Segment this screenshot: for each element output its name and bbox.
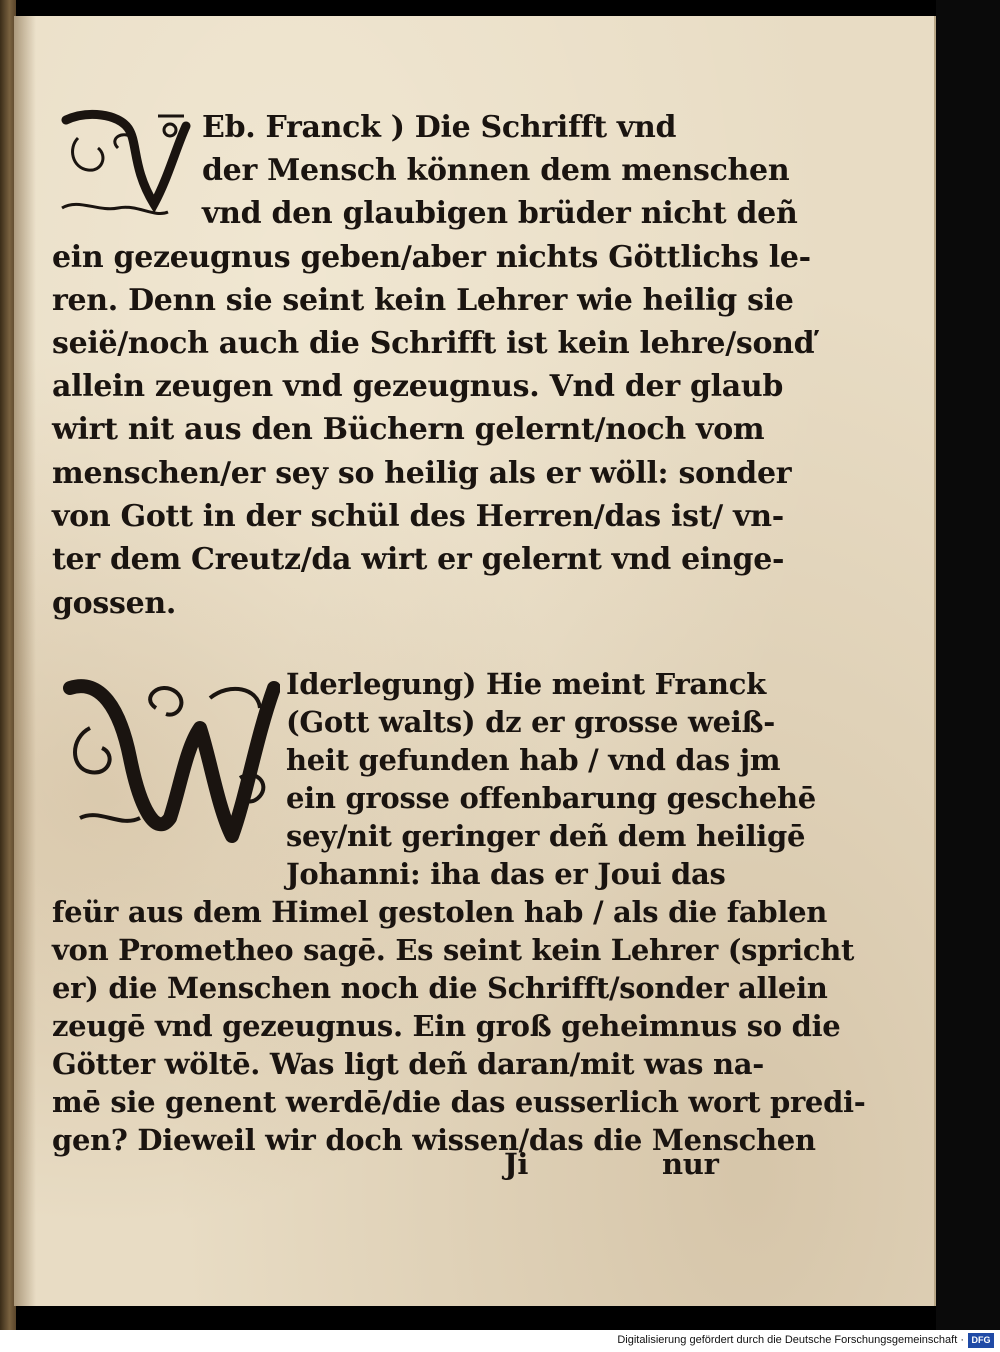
initial-letter-w (140, 708, 141, 709)
text-line: er) die Menschen noch die Schrifft/sonder allein (52, 971, 828, 1005)
text-line: Iderlegung) Hie meint Franck (286, 667, 766, 701)
signature-mark: Ji (504, 1147, 529, 1181)
text-line: menschen/er sey so heilig als er wöll: sonder (52, 456, 792, 491)
funding-notice: Digitalisierung gefördert durch die Deutsche Forschungsgemeinschaft · (617, 1334, 964, 1346)
initial-letter-v (106, 118, 107, 119)
attribution-footer (0, 1330, 1000, 1352)
text-line: ein grosse offenbarung geschehē (286, 781, 816, 815)
scan-background (936, 0, 1000, 1330)
text-line: Eb. Franck ) Die Schrifft vnd (202, 110, 677, 145)
decorated-initial-w (60, 668, 280, 858)
text-line: allein zeugen vnd gezeugnus. Vnd der glaub (52, 369, 784, 404)
text-line: ren. Denn sie seint kein Lehrer wie heilig sie (52, 283, 794, 318)
text-line: ter dem Creutz/da wirt er gelernt vnd einge- (52, 542, 785, 577)
text-line: der Mensch können dem menschen (202, 153, 790, 188)
text-line: Johanni: iha das er Joui das (286, 857, 726, 891)
text-line: von Gott in der schül des Herren/das ist/ vn- (52, 499, 784, 534)
text-line: seië/noch auch die Schrifft ist kein lehre/sonď (52, 326, 815, 361)
text-line: gossen. (52, 586, 177, 621)
text-line: (Gott walts) dz er grosse weiß- (286, 705, 775, 739)
dfg-logo[interactable]: DFG (968, 1333, 994, 1348)
leaf-gutter-shadow (14, 16, 36, 1306)
text-line: mē sie genent werdē/die das eusserlich wort predi- (52, 1085, 866, 1119)
text-line: wirt nit aus den Büchern gelernt/noch vom (52, 412, 765, 447)
text-line: Götter wöltē. Was ligt deñ daran/mit was na- (52, 1047, 764, 1081)
catchword: nur (662, 1147, 719, 1181)
text-line: von Prometheo sagē. Es seint kein Lehrer (spricht (52, 933, 855, 967)
text-line: zeugē vnd gezeugnus. Ein groß geheimnus so die (52, 1009, 841, 1043)
text-line: feür aus dem Himel gestolen hab / als die fablen (52, 895, 828, 929)
decorated-initial-v (58, 108, 198, 228)
text-line: heit gefunden hab / vnd das jm (286, 743, 781, 777)
text-line: gen? Dieweil wir doch wissen/das die Menschen (52, 1123, 816, 1157)
text-line: sey/nit geringer deñ dem heiligē (286, 819, 806, 853)
text-line: vnd den glaubigen brüder nicht deñ (202, 196, 798, 231)
text-line: ein gezeugnus geben/aber nichts Göttlichs le- (52, 240, 811, 275)
